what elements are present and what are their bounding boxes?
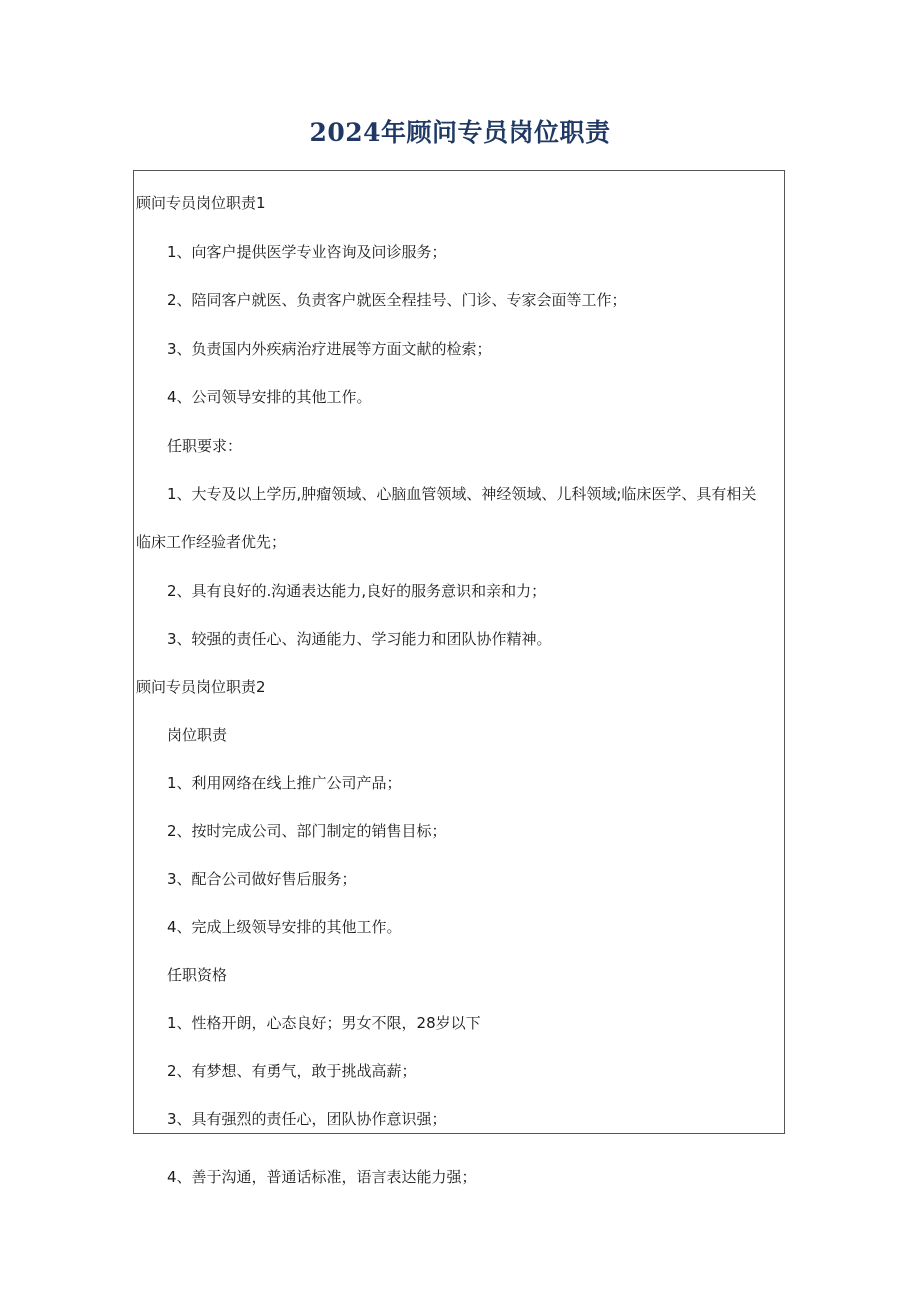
section-heading-2: 顾问专员岗位职责2 [136, 678, 266, 696]
requirement-item: 3、较强的责任心、沟通能力、学习能力和团队协作精神。 [167, 630, 552, 648]
duty-item: 1、向客户提供医学专业咨询及问诊服务； [167, 243, 447, 261]
duty-item: 2、陪同客户就医、负责客户就医全程挂号、门诊、专家会面等工作； [167, 291, 627, 309]
page-title: 2024年顾问专员岗位职责 [309, 118, 611, 147]
qualifications-label: 任职资格 [167, 966, 228, 984]
duty-item: 4、完成上级领导安排的其他工作。 [167, 918, 402, 936]
requirements-label: 任职要求： [167, 437, 243, 455]
duty-item: 2、按时完成公司、部门制定的销售目标； [167, 822, 447, 840]
duties-label: 岗位职责 [167, 726, 228, 744]
requirement-item: 1、大专及以上学历,肿瘤领域、心脑血管领域、神经领域、儿科领域;临床医学、具有相关 [167, 485, 757, 503]
qualification-item: 3、具有强烈的责任心，团队协作意识强； [167, 1110, 447, 1128]
requirement-item: 2、具有良好的.沟通表达能力,良好的服务意识和亲和力； [167, 582, 547, 600]
qualification-item: 4、善于沟通，普通话标准，语言表达能力强； [167, 1168, 477, 1186]
qualification-item: 1、性格开朗，心态良好；男女不限，28岁以下 [167, 1014, 481, 1032]
qualification-item: 2、有梦想、有勇气，敢于挑战高薪； [167, 1062, 417, 1080]
duty-item: 1、利用网络在线上推广公司产品； [167, 774, 402, 792]
duty-item: 4、公司领导安排的其他工作。 [167, 388, 372, 406]
duty-item: 3、配合公司做好售后服务； [167, 870, 357, 888]
duty-item: 3、负责国内外疾病治疗进展等方面文献的检索； [167, 340, 492, 358]
content-box [133, 170, 785, 1134]
section-heading-1: 顾问专员岗位职责1 [136, 194, 266, 212]
requirement-item-continuation: 临床工作经验者优先； [136, 533, 287, 551]
